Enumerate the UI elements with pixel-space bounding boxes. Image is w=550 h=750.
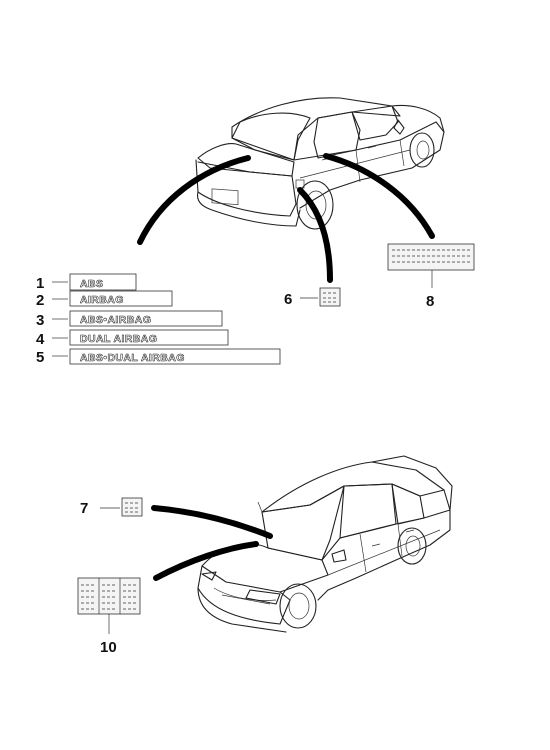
callout-number-1: 1 <box>36 275 45 292</box>
part-10-label <box>78 578 140 634</box>
badge-row-1 <box>36 274 136 292</box>
car-front-view <box>198 456 452 632</box>
callout-number-7: 7 <box>80 500 89 517</box>
badge-abs-airbag-text: ABS•AIRBAG <box>80 314 152 326</box>
badge-dual-airbag-text: DUAL AIRBAG <box>80 333 158 345</box>
leader-line <box>154 508 270 536</box>
leader-line <box>300 190 330 280</box>
badge-row-4 <box>36 330 228 348</box>
leader-line <box>326 156 432 236</box>
badge-abs-dual-airbag-text: ABS•DUAL AIRBAG <box>80 352 185 364</box>
badge-row-2 <box>36 291 172 309</box>
callout-number-4: 4 <box>36 331 45 348</box>
badge-list <box>36 274 280 366</box>
callout-number-2: 2 <box>36 292 45 309</box>
callout-number-5: 5 <box>36 349 45 366</box>
badge-airbag-text: AIRBAG <box>80 294 124 306</box>
part-6-label <box>300 288 340 306</box>
callout-number-8: 8 <box>426 293 435 310</box>
callout-number-3: 3 <box>36 312 45 329</box>
part-8-label <box>388 244 474 288</box>
callout-number-6: 6 <box>284 291 293 308</box>
part-7-label <box>100 498 142 516</box>
badge-row-3 <box>36 311 222 329</box>
badge-row-5 <box>36 349 280 366</box>
callout-number-10: 10 <box>100 639 117 656</box>
badge-abs-text: ABS <box>80 278 104 290</box>
